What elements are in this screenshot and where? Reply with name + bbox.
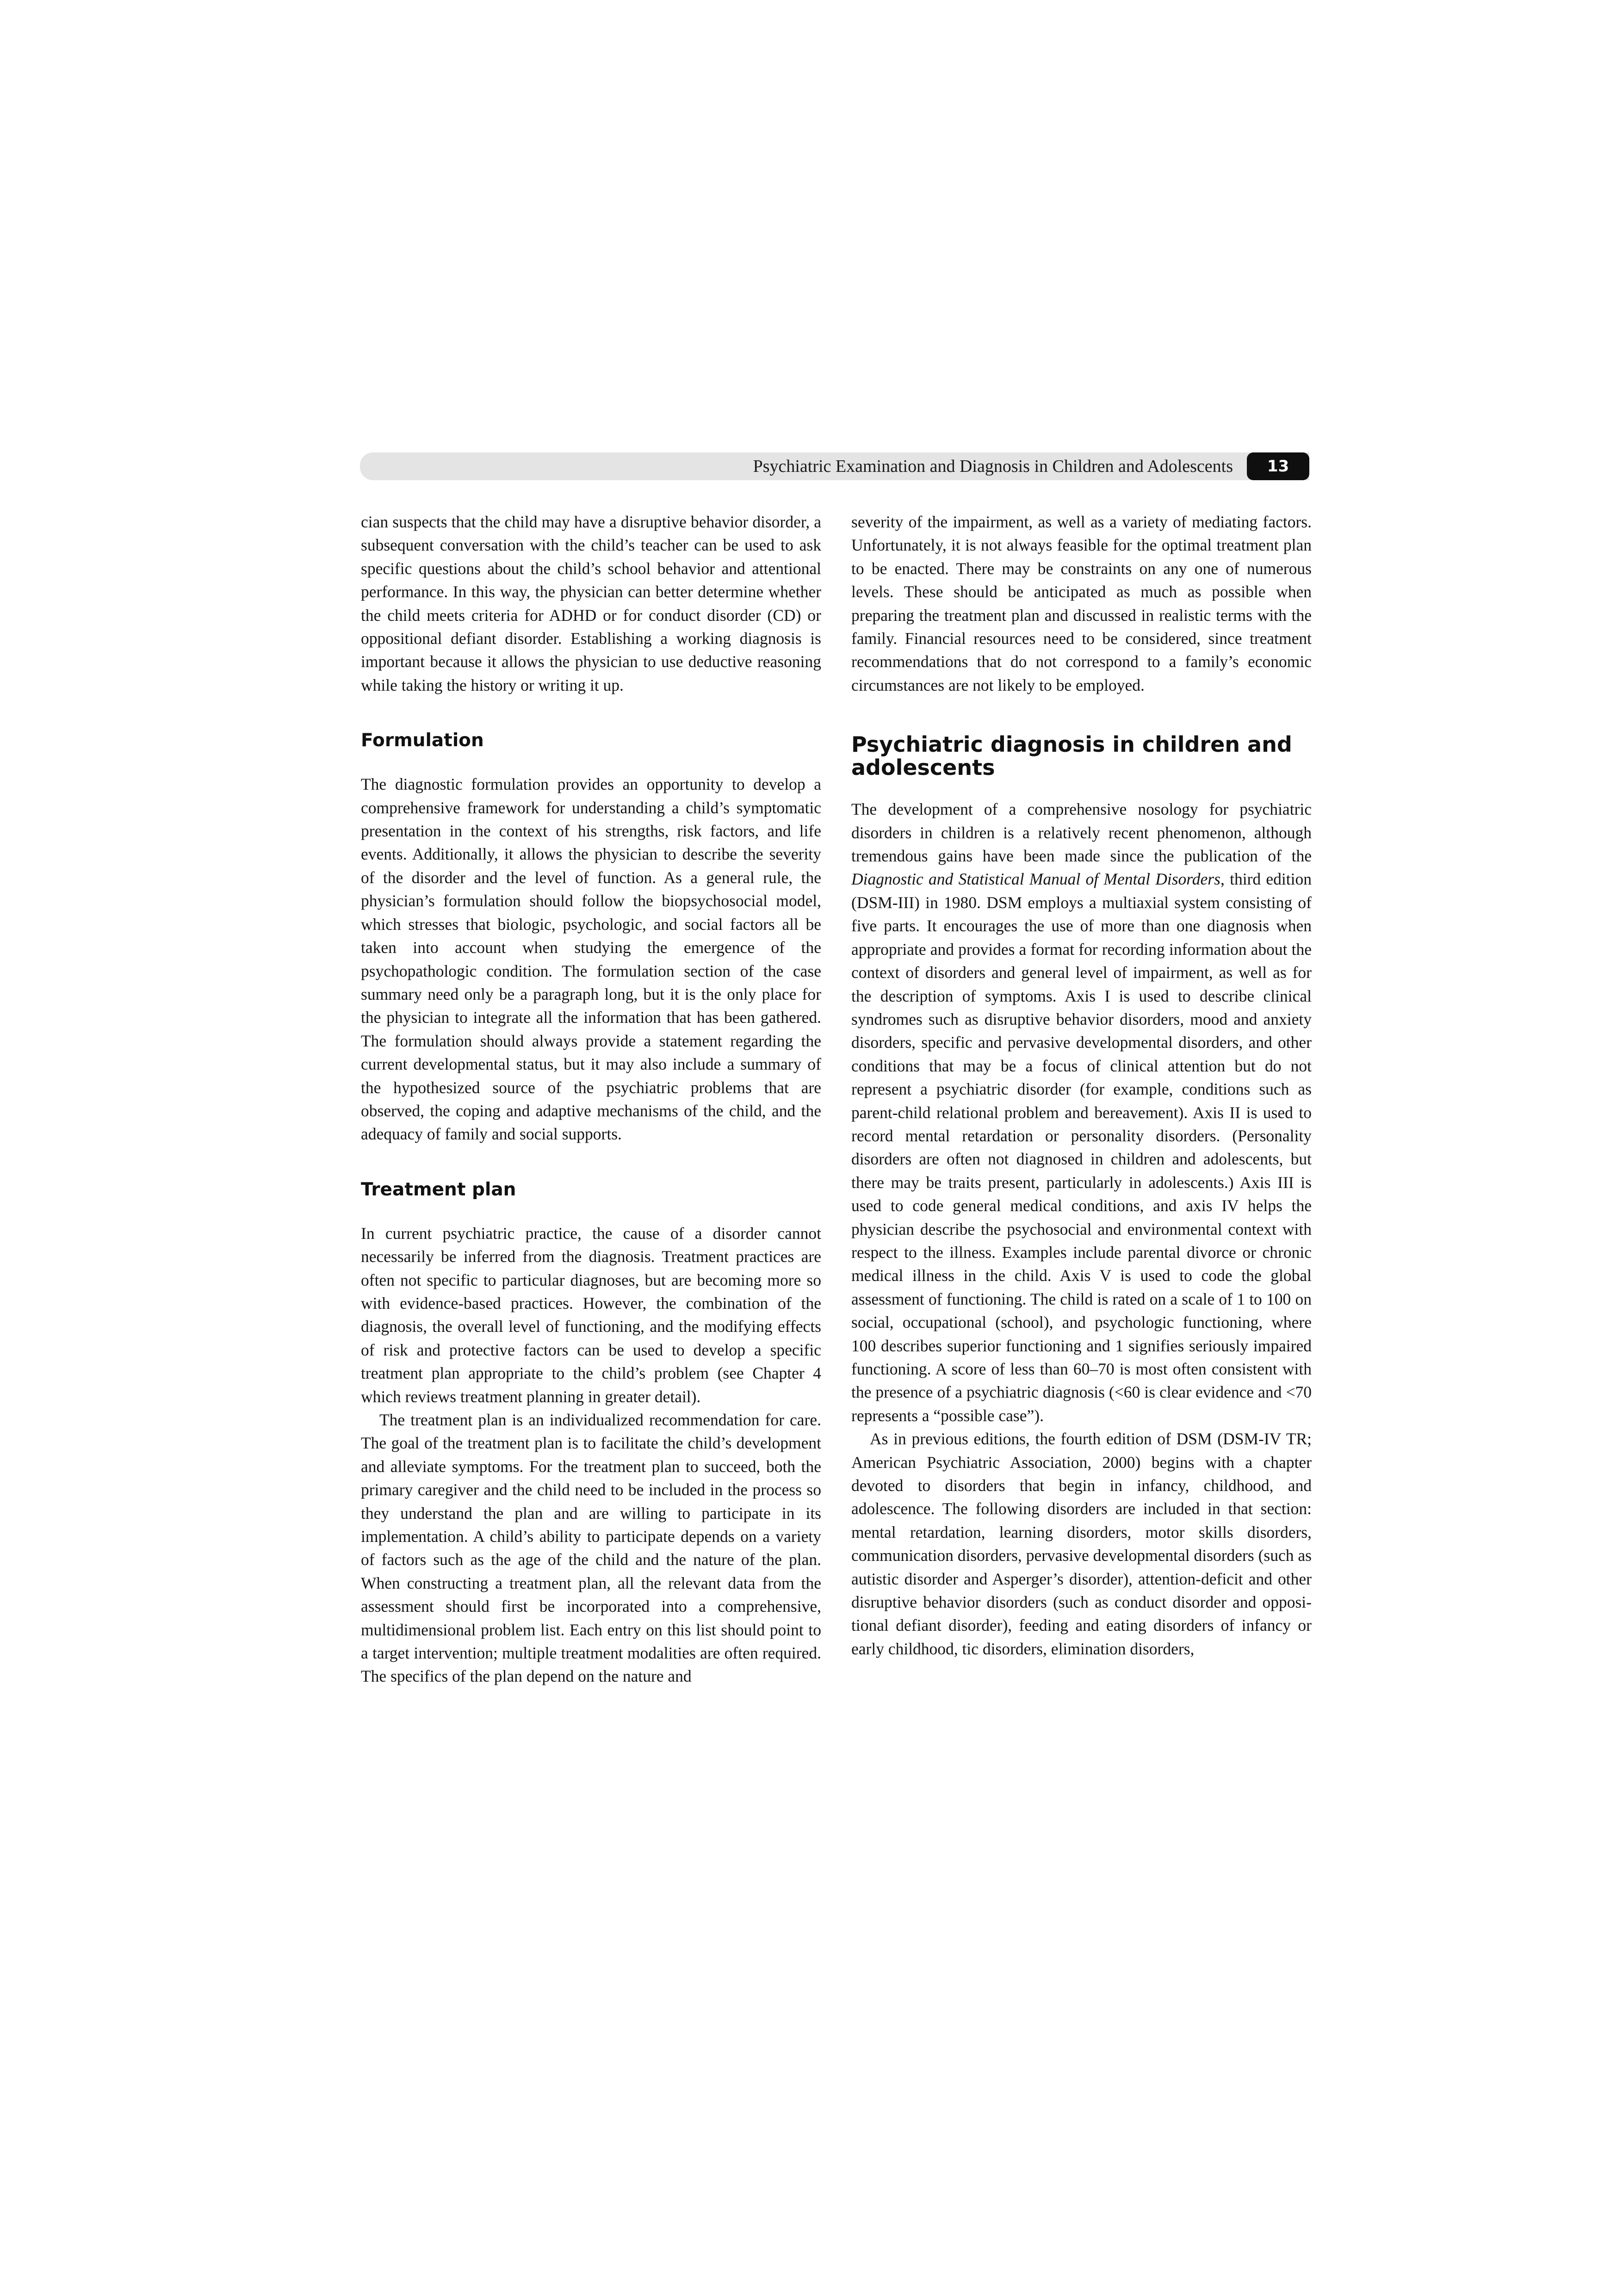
diagnosis-paragraph-1 <box>851 798 1312 1427</box>
formulation-paragraph: The diagnostic formulation provides an opportunity to develop a comprehensive framework for understanding a child’s symptomatic presentation in the context of his strengths, risk factors, and life events. Additionally, it allows the physician to describe the severity of the disorder and the level of function. As a general rule, the physician’s formulation should follow the biopsychosocial model, which stresses that biologic, psychologic, and social factors all be taken into account when studying the emergence of the psychopathologic condition. The formulation section of the case summary need only be a paragraph long, but it is the only place for the physician to integrate all the information that has been gathered. The formulation should always provide a statement regarding the current developmental status, but it may also include a summary of the hypothesized source of the psychiatric problems that are observed, the coping and adaptive mechanisms of the child, and the adequacy of family and social supports. <box>361 775 821 1144</box>
treatment-plan-heading: Treatment plan <box>361 1179 516 1200</box>
right-intro-paragraph: severity of the impairment, as well as a variety of mediating factors. Unfortunately, it is not always feasible for the optimal treatment plan to be enacted. There may be constraints on any one of numerous levels. These should be anticipated as much as possible when preparing the treatment plan and discussed in realistic terms with the family. Financial resources need to be considered, since treatment recommendations that do not correspond to a family’s economic circumstances are not likely to be employed. <box>851 513 1312 694</box>
left-column <box>361 510 821 1688</box>
running-title: Psychiatric Examination and Diagnosis in Children and Adolescents <box>753 457 1233 476</box>
treatment-paragraph-2: The treatment plan is an individualized recommendation for care. The goal of the treatment plan is to facilitate the child’s development and alleviate symptoms. For the treatment plan to succeed, both the primary caregiver and the child need to be included in the process so they understand the plan and are willing to participate in its implementation. A child’s ability to participate depends on a variety of factors such as the age of the child and the nature of the plan. When constructing a treatment plan, all the relevant data from the assessment should first be incorporated into a comprehensive, multidimensional problem list. Each entry on this list should point to a target intervention; multiple treatment modalities are often required. The specifics of the plan depend on the nature and <box>361 1411 821 1686</box>
diagnosis-paragraph-2: As in previous editions, the fourth edition of DSM (DSM-IV TR; American Psychiatric Association, 2000) begins with a chapter devoted to disorders that begin in infancy, childhood, and adolescence. The following disorders are included in that section: mental retardation, learning disorders, motor skills disorders, communication disorders, pervasive developmental disorders (such as autistic disorder and Asperger’s disorder), attention-deficit and other disruptive behavior disorders (such as conduct disorder and oppositional defiant disorder), feeding and eating disorders of infancy or early childhood, tic disorders, elimination disorders, <box>851 1430 1312 1658</box>
dsm-title: Diagnostic and Statistical Manual of Mental Disorders <box>851 870 1220 889</box>
formulation-heading: Formulation <box>361 730 484 751</box>
diagnosis-paragraph-1-lead: The development of a comprehensive nosology for psychiatric disorders in children is a relatively recent phenomenon, although tremendous gains have been made since the publication of the <box>851 800 1312 866</box>
running-head <box>360 452 1309 480</box>
left-intro-paragraph: cian suspects that the child may have a disruptive behavior disorder, a subsequent conversation with the child’s teacher can be used to ask specific questions about the child’s school behavior and attentional performance. In this way, the physician can better determine whether the child meets criteria for ADHD or for conduct disorder (CD) or oppositional defiant disorder. Establishing a working diagnosis is important because it allows the physician to use deductive reasoning while taking the history or writing it up. <box>361 513 821 694</box>
diagnosis-heading: Psychiatric diagnosis in children and adolescents <box>851 732 1292 780</box>
diagnosis-paragraph-1-rest: , third edition (DSM-III) in 1980. DSM employs a multiaxial system consisting of five parts. It encourages the use of more than one diagnosis when appropriate and provides a format for recording information about the context of disorders and general level of impairment, as well as for the description of symptoms. Axis I is used to describe clinical syndromes such as disruptive behavior disorders, mood and anxiety disorders, specific and pervasive developmental disorders, and other conditions that may be a focus of clinical attention but do not represent a psychiatric disorder (for example, conditions such as parent-child relational problem and bereavement). Axis II is used to record mental retardation or personality disorders. (Personality disorders are often not diagnosed in children and adolescents, but there may be traits present, particularly in adolescents.) Axis III is used to code general medical conditions, and axis IV helps the physician describe the psychosocial and environmental context with respect to the illness. Examples include parental divorce or chronic medical illness in the child. Axis V is used to code the global assessment of functioning. The child is rated on a scale of 1 to 100 on social, occupational (school), and psychologic functioning, where 100 describes superior functioning and 1 signifies seriously impaired functioning. A score of less than 60–70 is most often consistent with the presence of a psychiatric diagnosis (<60 is clear evidence and <70 represents a “possible case”). <box>851 870 1312 1425</box>
treatment-paragraph-1: In current psychiatric practice, the cause of a disorder cannot necessarily be inferred from the diagnosis. Treatment practices are often not specific to particular diagnoses, but are becoming more so with evidence-based practices. However, the combination of the diagnosis, the overall level of functioning, and the modifying effects of risk and protective factors can be used to develop a specific treatment plan appropriate to the child’s problem (see Chapter 4 which reviews treatment planning in greater detail). <box>361 1224 821 1406</box>
right-column <box>851 510 1312 1660</box>
page-number: 13 <box>1247 452 1309 480</box>
